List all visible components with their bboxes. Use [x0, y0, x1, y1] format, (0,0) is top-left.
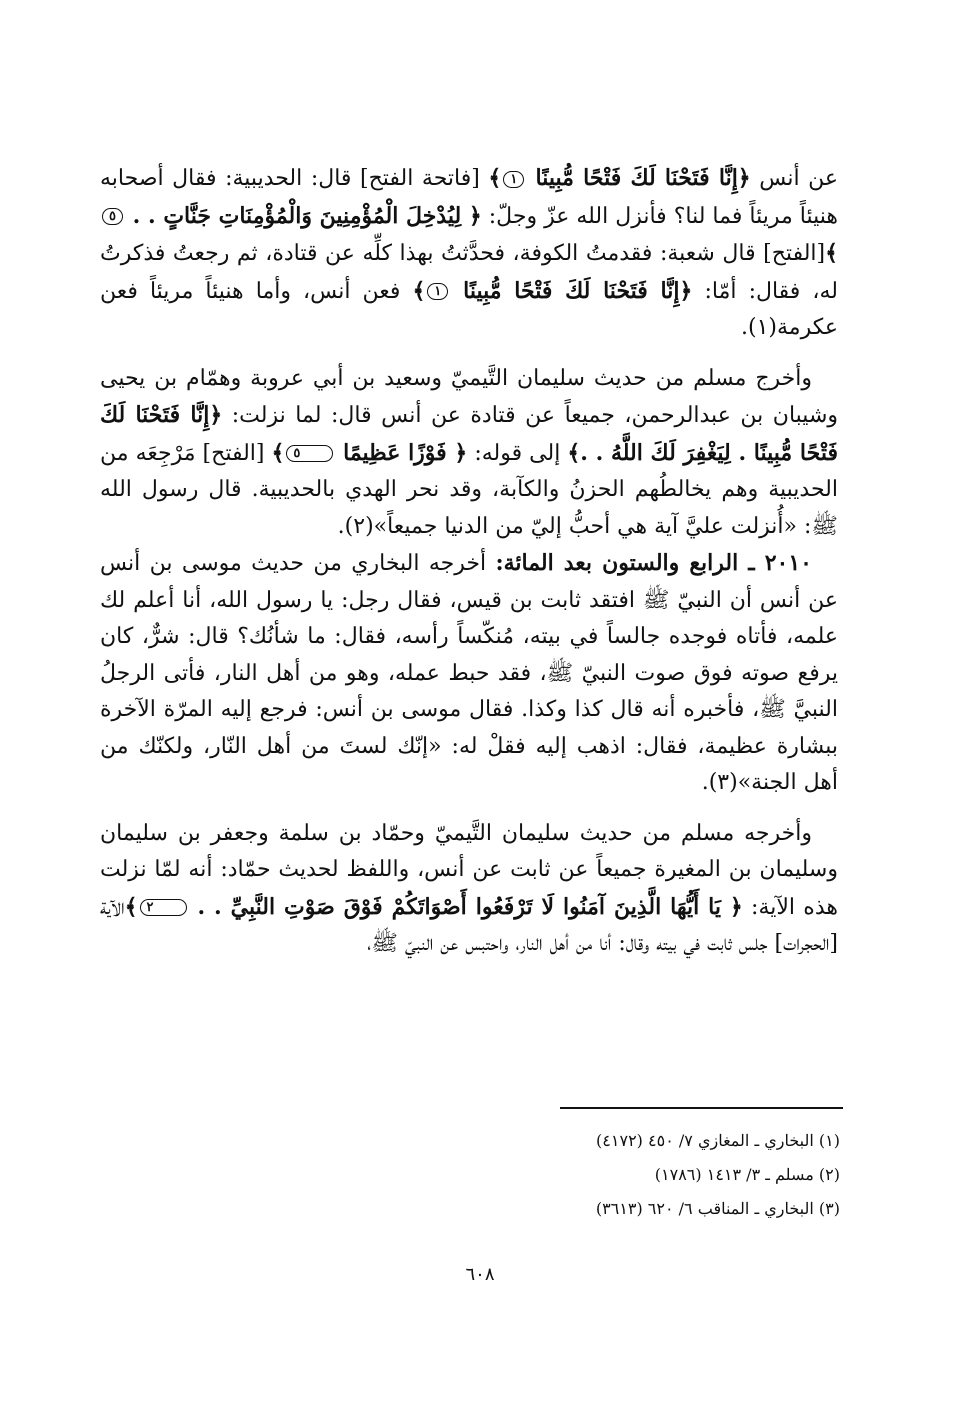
page-number: ٦٠٨ [465, 1264, 495, 1285]
text-run: إلى قوله: [467, 440, 568, 466]
paragraph-3 [100, 545, 838, 802]
text-run: [فاتحة الفتح] قال: الحديبية: فقال أصحابه هنيئاً مريئاً فما لنا؟ فأنزل الله عزّ وجلّ: [100, 166, 838, 229]
text-run: الآية [الحجرات] جلس ثابت في بيته وقال: أنا من أهل النار، واحتبس عن النبيّ ﷺ، [100, 894, 838, 956]
footnote-1: (١) البخاري ـ المغازي ٧/ ٤٥٠ (٤١٧٢) [596, 1131, 840, 1150]
hadith-heading: ٢٠١٠ ـ الرابع والستون بعد المائة: [495, 550, 812, 576]
quran-verse [272, 440, 468, 466]
footnote-divider [560, 1107, 843, 1109]
verse-bracket: ﴾ [412, 277, 426, 304]
text-run: وأخرجه مسلم من حديث سليمان التَّيميّ وحمّاد بن سلمة وجعفر بن سليمان وسليمان بن المغيرة جميعاً عن ثابت عن أنس، واللفظ لحديث حمّاد: أنه لمّا نزلت هذه الآية: [100, 820, 838, 920]
paragraph-4 [100, 816, 838, 963]
text-run: [الفتح] قال شعبة: فقدمتُ الكوفة، فحدَّثتُ بهذا كلِّه عن قتادة، ثم رجعتُ فذكرتُ له، فقال: أمّا: [100, 241, 839, 304]
quran-verse [488, 165, 750, 191]
footnote-2: (٢) مسلم ـ ٣/ ١٤١٣ (١٧٨٦) [654, 1165, 840, 1184]
ayah-number-badge: ٥ [286, 445, 333, 462]
verse-text: ﴿إِنَّا فَتَحْنَا لَكَ فَتْحًا مُّبِينًا [463, 277, 693, 304]
verse-text: ﴿ فَوْزًا عَظِيمًا [343, 439, 468, 466]
paragraph-1 [100, 160, 838, 347]
verse-text: ﴿ لِيُدْخِلَ الْمُؤْمِنِينَ وَالْمُؤْمِنَاتِ جَنَّاتٍ . . [132, 202, 482, 229]
text-run: وأخرج مسلم من حديث سليمان التَّيميّ وسعيد بن أبي عروبة وهمّام بن يحيى وشيبان بن عبدالرحمن، جميعاً عن قتادة عن أنس قال: لما نزلت: [100, 365, 838, 428]
text-run: فعن أنس، وأما هنيئاً مريئاً فعن عكرمة(١). [100, 278, 838, 340]
verse-bracket: ﴾ [488, 165, 502, 191]
quran-verse [125, 894, 743, 920]
paragraph-2 [100, 361, 838, 546]
ayah-number-badge: ١ [427, 283, 448, 300]
text-run: [الفتح] مَرْجِعَه من الحديبية وهم يخالطُهم الحزنُ والكآبة، وقد نحر الهدي بالحديبية. قال رسول الله ﷺ: «أُنزلت عليَّ آية هي أحبُّ إليّ من الدنيا جميعاً»(٢). [100, 440, 838, 539]
verse-text: ﴿ يَا أَيُّهَا الَّذِينَ آمَنُوا لَا تَرْفَعُوا أَصْوَاتَكُمْ فَوْقَ صَوْتِ النَّبِيِّ . . [197, 893, 743, 920]
ayah-number-badge: ١ [503, 171, 524, 188]
text-run: أخرجه البخاري من حديث موسى بن أنس عن أنس أن النبيّ ﷺ افتقد ثابت بن قيس، فقال رجل: يا رسول الله، أنا أعلم لك علمه، فأتاه فوجده جالساً في بيته، مُنكّساً رأسه، فقال: ما شأنُك؟ قال: شرٌّ، كان يرفع صوته فوق صوت النبيّ ﷺ، فقد حبط عمله، وهو من أهل النار، فأتى الرجلُ النبيَّ ﷺ، فأخبره أنه قال كذا وكذا. فقال موسى بن أنس: فرجع إليه المرّة الآخرة ببشارة عظيمة، فقال: اذهب إليه فقلْ له: «إنّك لستَ من أهل النّار، ولكنّك من أهل الجنة»(٣). [100, 551, 838, 795]
ayah-number-badge: ٢ [140, 899, 187, 916]
footnotes [420, 1124, 840, 1226]
ayah-number-badge: ٥ [102, 208, 123, 225]
verse-bracket: ﴾ [124, 893, 138, 920]
verse-text: ﴿إِنَّا فَتَحْنَا لَكَ فَتْحًا مُّبِينًا [535, 165, 751, 191]
text-run: عن أنس [750, 166, 838, 191]
verse-bracket: ﴾ [271, 439, 285, 466]
verse-bracket: ﴾ [825, 240, 838, 266]
main-text [100, 160, 838, 963]
quran-verse: ﴿إِنَّا فَتَحْنَا لَكَ فَتْحًا مُّبِينًا . لِيَغْفِرَ لَكَ اللَّهُ . .﴾ [100, 402, 838, 466]
quran-verse [413, 278, 693, 304]
footnote-3: (٣) البخاري ـ المناقب ٦/ ٦٢٠ (٣٦١٣) [595, 1199, 840, 1218]
